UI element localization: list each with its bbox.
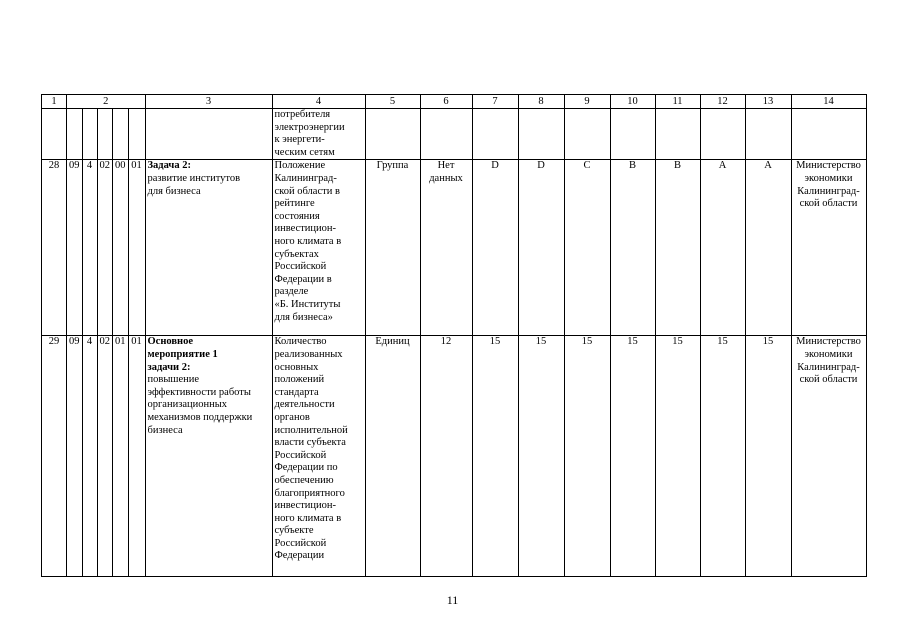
- col-header: 11: [655, 95, 700, 109]
- unit-cell: Единиц: [365, 336, 420, 577]
- code-cell: 09: [67, 160, 83, 336]
- col-header: 13: [745, 95, 791, 109]
- name-cell: [145, 336, 272, 577]
- value-cell: 15: [745, 336, 791, 577]
- table-row: [42, 336, 867, 577]
- col-header: 9: [564, 95, 610, 109]
- header-row: [42, 95, 867, 109]
- col-header: 6: [420, 95, 472, 109]
- col-header: 12: [700, 95, 745, 109]
- value-cell: Нет данных: [429, 160, 463, 184]
- value-cell: 15: [700, 336, 745, 577]
- col-header: 4: [272, 95, 365, 109]
- activity-description: повышение эффективности работы организационных механизмов поддержки бизнеса: [147, 374, 253, 436]
- code-cell: 01: [128, 160, 145, 336]
- value-cell: 15: [472, 336, 518, 577]
- page-number: 11: [446, 593, 459, 607]
- continuation-row: [42, 109, 867, 160]
- indicator-text: Количество реализованных основных положений стандарта деятельности органов исполнительной власти субъекта Российской Федерации по обеспечению благоприятного инвестицион- ного климата в субъекте Российской Федерации: [274, 336, 348, 562]
- responsible-cell: Министерство экономики Калининград- ской области: [796, 336, 861, 386]
- col-header: 14: [791, 95, 866, 109]
- value-cell: A: [745, 160, 791, 336]
- code-cell: 02: [97, 336, 113, 577]
- col-header: 7: [472, 95, 518, 109]
- responsible-cell: Министерство экономики Калининград- ской области: [796, 160, 861, 210]
- value-cell: 12: [420, 336, 472, 577]
- value-cell: D: [472, 160, 518, 336]
- col-header: 1: [42, 95, 67, 109]
- code-cell: 4: [82, 160, 97, 336]
- name-cell: [145, 160, 272, 336]
- indicator-text: Положение Калининград- ской области в рейтинге состояния инвестицион- ного климата в субъектах Российской Федерации в разделе «Б. Институты для бизнеса»: [274, 160, 342, 323]
- task-title: Задача 2:: [147, 160, 191, 172]
- value-cell: 15: [655, 336, 700, 577]
- code-cell: 01: [113, 336, 129, 577]
- value-cell: 15: [610, 336, 655, 577]
- unit-cell: Группа: [365, 160, 420, 336]
- value-cell: 15: [518, 336, 564, 577]
- code-cell: 02: [97, 160, 113, 336]
- code-cell: 00: [113, 160, 129, 336]
- value-cell: C: [564, 160, 610, 336]
- data-table: [41, 94, 867, 577]
- col-header: 10: [610, 95, 655, 109]
- value-cell: B: [610, 160, 655, 336]
- row-number: 29: [42, 336, 67, 577]
- value-cell: B: [655, 160, 700, 336]
- activity-title: Основное мероприятие 1 задачи 2:: [147, 336, 218, 373]
- col-header: 2: [67, 95, 146, 109]
- row-number: 28: [42, 160, 67, 336]
- indicator-text: потребителя электроэнергии к энергети- ческим сетям: [274, 109, 345, 158]
- col-header: 5: [365, 95, 420, 109]
- col-header: 8: [518, 95, 564, 109]
- col-header: 3: [145, 95, 272, 109]
- value-cell: A: [700, 160, 745, 336]
- task-description: развитие институтов для бизнеса: [147, 172, 241, 197]
- code-cell: 09: [67, 336, 83, 577]
- value-cell: D: [518, 160, 564, 336]
- code-cell: 4: [82, 336, 97, 577]
- code-cell: 01: [128, 336, 145, 577]
- table-row: [42, 160, 867, 336]
- value-cell: 15: [564, 336, 610, 577]
